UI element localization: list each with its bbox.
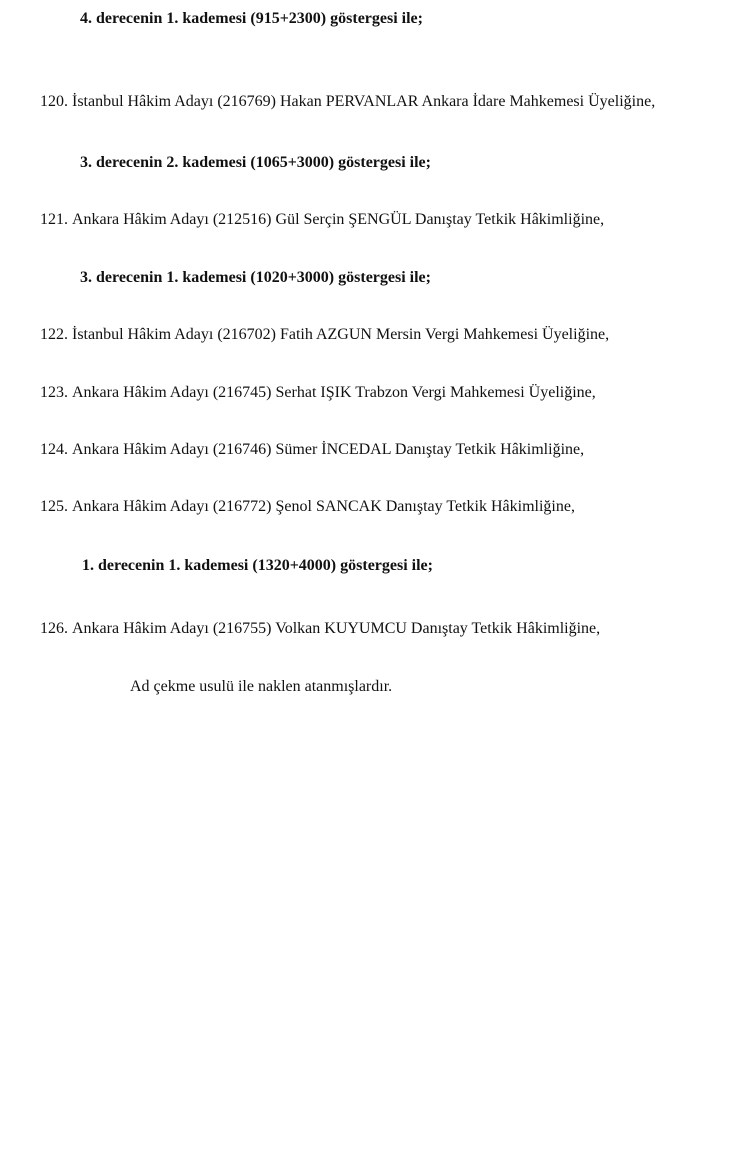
appointment-entry-125	[40, 497, 575, 517]
appointment-entry-121	[40, 210, 604, 230]
entry-text: İstanbul Hâkim Adayı (216769) Hakan PERVANLAR Ankara İdare Mahkemesi Üyeliğine,	[72, 93, 656, 110]
grade-heading-4-1: 4. derecenin 1. kademesi (915+2300) göstergesi ile;	[80, 10, 423, 27]
entry-number: 121.	[40, 211, 68, 228]
entry-number: 125.	[40, 498, 68, 515]
appointment-entry-120	[40, 92, 655, 112]
appointment-entry-122	[40, 325, 609, 345]
entry-number: 124.	[40, 441, 68, 458]
entry-text: Ankara Hâkim Adayı (216746) Sümer İNCEDAL Danıştay Tetkik Hâkimliğine,	[72, 441, 585, 458]
entry-text: Ankara Hâkim Adayı (212516) Gül Serçin ŞENGÜL Danıştay Tetkik Hâkimliğine,	[72, 211, 605, 228]
grade-heading-3-2: 3. derecenin 2. kademesi (1065+3000) göstergesi ile;	[80, 154, 431, 171]
appointment-entry-123	[40, 383, 596, 403]
entry-text: İstanbul Hâkim Adayı (216702) Fatih AZGUN Mersin Vergi Mahkemesi Üyeliğine,	[72, 326, 610, 343]
entry-text: Ankara Hâkim Adayı (216755) Volkan KUYUMCU Danıştay Tetkik Hâkimliğine,	[72, 620, 601, 637]
appointment-entry-126	[40, 619, 600, 639]
entry-number: 122.	[40, 326, 68, 343]
entry-number: 120.	[40, 93, 68, 110]
entry-text: Ankara Hâkim Adayı (216745) Serhat IŞIK Trabzon Vergi Mahkemesi Üyeliğine,	[72, 384, 596, 401]
closing-statement: Ad çekme usulü ile naklen atanmışlardır.	[130, 678, 393, 695]
entry-text: Ankara Hâkim Adayı (216772) Şenol SANCAK Danıştay Tetkik Hâkimliğine,	[72, 498, 575, 515]
entry-number: 126.	[40, 620, 68, 637]
grade-heading-3-1: 3. derecenin 1. kademesi (1020+3000) göstergesi ile;	[80, 269, 431, 286]
appointment-entry-124	[40, 440, 584, 460]
entry-number: 123.	[40, 384, 68, 401]
grade-heading-1-1: 1. derecenin 1. kademesi (1320+4000) göstergesi ile;	[82, 557, 433, 574]
